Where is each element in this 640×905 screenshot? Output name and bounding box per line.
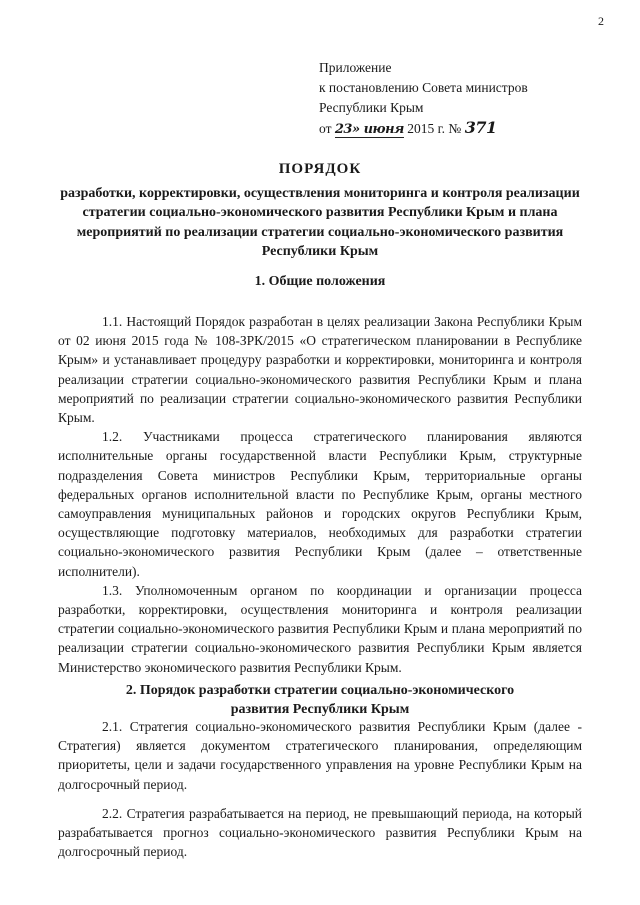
section1-heading: 1. Общие положения — [254, 274, 386, 289]
appendix-date-line — [319, 118, 528, 140]
year-text: 2015 г. № — [407, 121, 462, 136]
title-main: ПОРЯДОК — [278, 161, 362, 177]
appendix-line2: к постановлению Совета министров — [319, 80, 528, 95]
section2-heading — [58, 681, 582, 719]
paragraph-1-2: 1.2. Участниками процесса стратегического планирования являются исполнительные органы государственной власти Республики Крым, структурные подразделения Совета министров Республики Крым, территориальные органы федеральных органов исполнительной власти по Республике Крым, органы местного самоуправления муниципальных районов и городских округов Республики Крым, осуществляющие подготовку материалов, необходимых для разработки стратегии социально-экономического развития Республики Крым (далее – ответственные исполнители). — [58, 429, 582, 579]
paragraph-2-2: 2.2. Стратегия разрабатывается на период, не превышающий периода, на который разрабатывается прогноз социально-экономического развития Республики Крым на долгосрочный период. — [58, 805, 582, 860]
date-prefix: от — [319, 121, 332, 136]
title-subtitle: разработки, корректировки, осуществления мониторинга и контроля реализации стратегии социально-экономического развития Республики Крым и плана мероприятий по реализации стратегии социально-экономического развития Республики Крым — [60, 185, 580, 259]
document-title — [58, 160, 582, 262]
section2-heading-line2: развития Республики Крым — [230, 702, 410, 717]
paragraph-1-1: 1.1. Настоящий Порядок разработан в целях реализации Закона Республики Крым от 02 июня 2015 года № 108-ЗРК/2015 «О стратегическом планировании в Республике Крым» и устанавливает процедуру разработки и корректировки, мониторинга и контроля реализации стратегии социально-экономического развития Республики Крым и плана мероприятий по реализации стратегии социально-экономического развития Республики Крым. — [58, 314, 582, 426]
appendix-line1: Приложение — [319, 60, 392, 75]
paragraph-1-3: 1.3. Уполномоченным органом по координации и организации процесса разработки, корректировки, осуществления мониторинга и контроля реализации стратегии социально-экономического развития Республики Крым и плана мероприятий по реализации стратегии социально-экономического развития Республики Крым является Министерство экономического развития Республики Крым. — [58, 582, 582, 675]
appendix-line3: Республики Крым — [319, 100, 424, 115]
section1-body — [58, 312, 582, 677]
section2-body — [58, 717, 582, 861]
handwritten-date: 23» июня — [334, 122, 404, 137]
section2-heading-line1: 2. Порядок разработки стратегии социально-экономического — [125, 683, 515, 698]
paragraph-2-1: 2.1. Стратегия социально-экономического развития Республики Крым (далее - Стратегия) является документом стратегического планирования, определяющим приоритеты, цели и задачи государственного управления на уровне Республики Крым на долгосрочный период. — [58, 719, 582, 792]
appendix-block — [319, 58, 528, 140]
handwritten-number: 371 — [464, 118, 497, 137]
page-number: 2 — [598, 14, 604, 28]
